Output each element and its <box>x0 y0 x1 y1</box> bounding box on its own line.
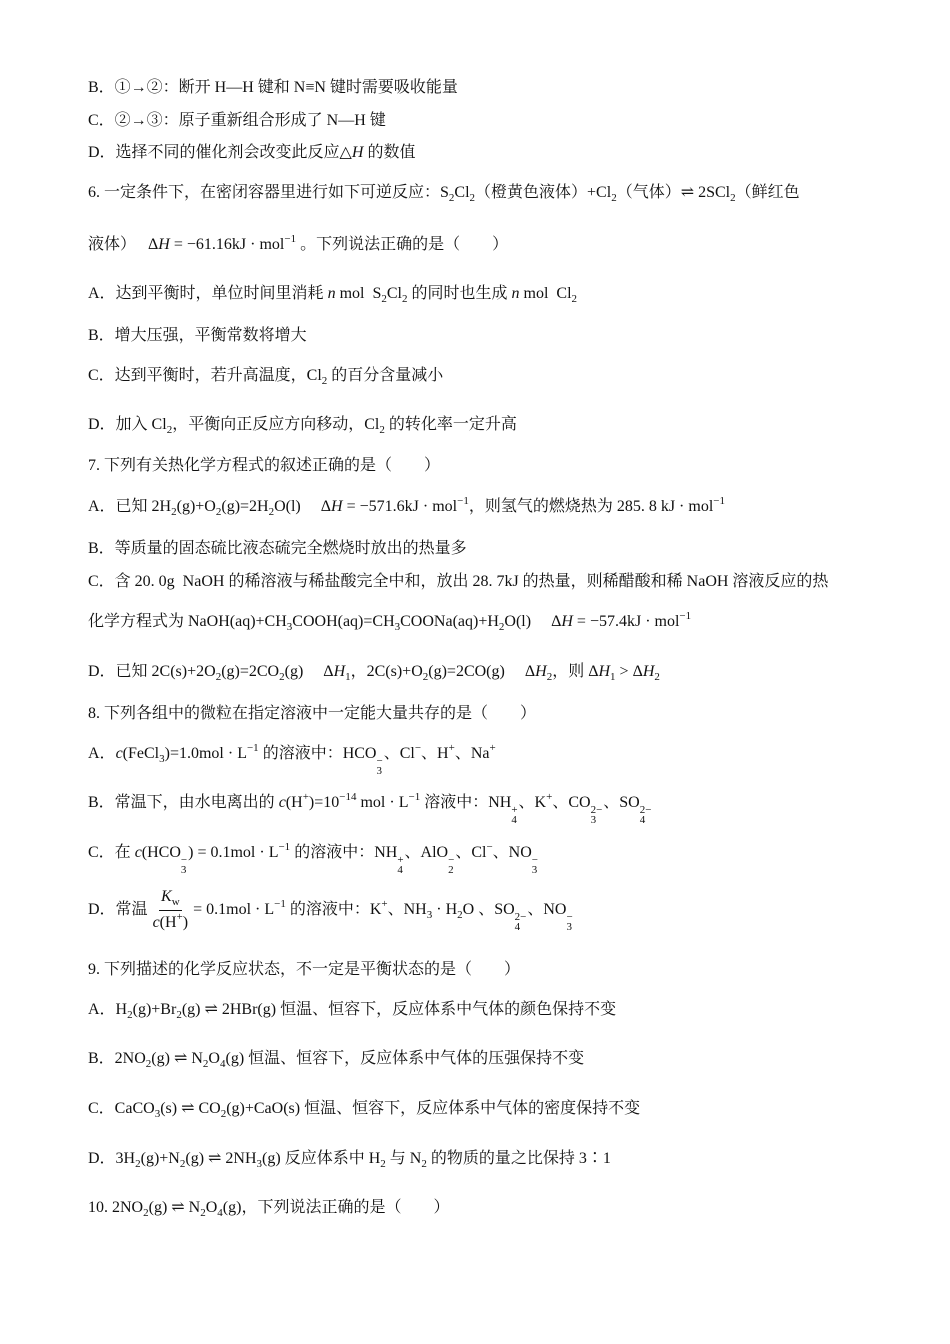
subscript: 3 <box>286 621 293 633</box>
superscript: − <box>531 854 538 866</box>
superscript: + <box>448 742 455 754</box>
q8-stem <box>88 703 928 725</box>
superscript: −1 <box>246 742 259 754</box>
superscript: −1 <box>679 610 692 622</box>
subscript: 3 <box>394 621 401 633</box>
text-run: = −571.6kJ · mol <box>342 498 458 515</box>
text-run: 、AlO <box>404 844 449 861</box>
subscript: 3 <box>256 1158 263 1170</box>
text-run: 与 N <box>385 1150 422 1167</box>
italic-symbol: K <box>161 888 172 905</box>
subscript: 2 <box>457 909 463 922</box>
q7-option-a <box>88 496 928 519</box>
subscript: 4 <box>217 1207 223 1219</box>
q8-option-c <box>88 842 928 875</box>
text-run: D．已知 2C(s)+2O <box>88 663 216 680</box>
text-run: O 、SO <box>462 901 515 919</box>
text-run: ，则 Δ <box>552 663 599 680</box>
superscript: − <box>180 854 188 866</box>
q6-option-b <box>88 325 928 347</box>
text-run: (H <box>285 794 303 811</box>
text-run: · H <box>432 901 458 919</box>
text-run: 。下列说法正确的是（ ） <box>296 236 509 253</box>
text-run: (g) ⇌ 2NH <box>185 1150 257 1167</box>
q9-option-d <box>88 1148 928 1171</box>
text-run: C．②→③：原子重新组合形成了 N—H 键 <box>88 112 386 129</box>
text-run: ) = 0.1mol · L <box>188 844 279 861</box>
subscript: 3 <box>426 909 433 922</box>
text-run: 的同时也生成 <box>407 285 512 302</box>
subscript: 2 <box>498 621 505 633</box>
text-run: (HCO <box>141 844 181 861</box>
text-run: ，平衡向正反应方向移动，Cl <box>172 416 380 433</box>
superscript: −1 <box>274 898 286 911</box>
subscript: 2 <box>268 506 275 518</box>
italic-symbol: H <box>535 663 547 680</box>
subscript: 2 <box>171 506 177 518</box>
subscript: 4 <box>639 814 646 826</box>
superscript: + <box>511 804 518 816</box>
subscript: 2 <box>448 192 455 204</box>
superscript: −1 <box>457 495 469 507</box>
text-run: 、NO <box>492 844 532 861</box>
italic-symbol: H <box>598 663 611 680</box>
q7-stem <box>88 455 928 477</box>
italic-symbol: c <box>152 914 160 931</box>
ion-charge-index <box>448 855 454 875</box>
italic-symbol: H <box>561 613 573 630</box>
text-run: 的数值 <box>363 144 416 161</box>
ion-charge-index <box>640 805 652 825</box>
q8-option-d <box>88 887 928 934</box>
text-run: B．常温下，由水电离出的 <box>88 794 279 811</box>
q8-option-a <box>88 743 928 776</box>
text-run: 9. 下列描述的化学反应状态，不一定是平衡状态的是（ ） <box>88 961 521 978</box>
subscript: 2 <box>546 671 553 683</box>
superscript: 2− <box>514 911 527 924</box>
text-run: (H <box>159 914 177 931</box>
fraction-denominator <box>151 911 191 934</box>
text-run: (g) ⇌ 2HBr(g) 恒温、恒容下，反应体系中气体的颜色保持不变 <box>181 1001 617 1018</box>
q5-option-c <box>88 110 928 132</box>
text-run: (g)=2H <box>221 498 269 515</box>
fraction <box>151 887 191 934</box>
text-run: (g)=2CO(g) Δ <box>428 663 536 680</box>
subscript: 2 <box>143 1207 149 1219</box>
text-run: (g) 恒温、恒容下，反应体系中气体的压强保持不变 <box>225 1050 585 1067</box>
text-run: 8. 下列各组中的微粒在指定溶液中一定能大量共存的是（ ） <box>88 705 537 722</box>
text-run: B．等质量的固态硫比液态硫完全燃烧时放出的热量多 <box>88 540 467 557</box>
q7-option-b <box>88 538 928 560</box>
subscript: 2 <box>200 1207 206 1219</box>
subscript: 1 <box>610 671 616 683</box>
subscript: 2 <box>469 192 476 204</box>
subscript: 3 <box>590 814 597 826</box>
italic-symbol: H <box>642 663 655 680</box>
subscript: 2 <box>135 1158 141 1170</box>
q6-option-d <box>88 414 928 437</box>
text-run: (g)+N <box>140 1150 180 1167</box>
q6-stem-continued <box>88 234 928 257</box>
superscript: 2− <box>639 804 652 816</box>
text-run: B．①→②：断开 H—H 键和 N≡N 键时需要吸收能量 <box>88 79 458 96</box>
text-run: O(l) Δ <box>504 613 562 630</box>
q5-option-b <box>88 77 928 99</box>
text-run: 的物质的量之比保持 3∶1 <box>426 1150 611 1167</box>
italic-symbol: H <box>351 144 364 161</box>
subscript: 3 <box>180 864 187 876</box>
subscript: 4 <box>219 1058 226 1070</box>
text-run: 、Cl <box>383 745 415 762</box>
text-run: ，2C(s)+O <box>350 663 423 680</box>
superscript: −1 <box>278 841 291 853</box>
superscript: − <box>448 854 455 866</box>
italic-symbol: n <box>511 285 520 302</box>
text-run: A．H <box>88 1001 128 1018</box>
text-run: 、H <box>421 745 449 762</box>
text-run: O <box>208 1050 220 1067</box>
q9-option-c <box>88 1098 928 1121</box>
subscript: 2 <box>202 1058 209 1070</box>
text-run: (g)+Br <box>132 1001 177 1018</box>
q9-option-a <box>88 999 928 1022</box>
ion-charge-index <box>532 855 538 875</box>
text-run: A．已知 2H <box>88 498 172 515</box>
text-run: C．CaCO <box>88 1100 155 1117</box>
text-run: 的溶液中：NH <box>290 844 398 861</box>
text-run: A． <box>88 745 116 762</box>
subscript: 2 <box>279 671 285 683</box>
text-run: (s) ⇌ CO <box>160 1100 221 1117</box>
ion-charge-index <box>591 805 603 825</box>
text-run: 、Na <box>454 745 490 762</box>
text-run: （气体）⇌ 2SCl <box>616 184 731 201</box>
superscript: + <box>381 898 388 911</box>
subscript: 2 <box>611 192 617 204</box>
subscript: 4 <box>511 814 517 826</box>
subscript: 2 <box>380 1158 386 1170</box>
text-run: 、NH <box>387 901 427 919</box>
text-run: D．常温 <box>88 901 148 919</box>
q9-option-b <box>88 1048 928 1071</box>
superscript: + <box>176 911 183 923</box>
text-run: 、CO <box>552 794 591 811</box>
text-run: (g) 反应体系中 H <box>262 1150 381 1167</box>
subscript: 2 <box>215 506 222 518</box>
text-run: C．在 <box>88 844 135 861</box>
subscript: 2 <box>448 864 454 876</box>
ion-charge-index <box>567 912 573 932</box>
subscript: 4 <box>397 864 403 876</box>
text-run: 化学方程式为 NaOH(aq)+CH <box>88 613 287 630</box>
text-run: mol Cl <box>519 285 572 302</box>
q10-stem <box>88 1197 928 1220</box>
subscript: 2 <box>166 424 173 436</box>
italic-symbol: H <box>333 663 346 680</box>
text-run: D．加入 Cl <box>88 416 167 433</box>
text-run: O <box>205 1199 218 1216</box>
subscript: 2 <box>654 671 660 683</box>
text-run: C．达到平衡时，若升高温度，Cl <box>88 367 322 384</box>
text-run: 的百分含量减小 <box>327 367 444 384</box>
superscript: − <box>376 755 383 767</box>
text-run: mol S <box>335 285 382 302</box>
ion-charge-index <box>397 855 403 875</box>
italic-symbol: n <box>327 285 336 302</box>
ion-charge-index <box>376 756 382 776</box>
text-run: (g)=2CO <box>221 663 280 680</box>
text-run: 的溶液中：K <box>285 901 382 919</box>
text-run: )=1.0mol · L <box>164 745 247 762</box>
superscript: − <box>566 911 573 924</box>
fraction-numerator <box>159 887 182 911</box>
subscript: 3 <box>531 864 538 876</box>
subscript: 2 <box>127 1009 133 1021</box>
subscript: 3 <box>154 1108 161 1120</box>
subscript: 2 <box>220 1108 227 1120</box>
superscript: − <box>486 841 493 853</box>
subscript: 3 <box>566 921 572 934</box>
text-run: = 0.1mol · L <box>193 901 275 919</box>
subscript: w <box>171 896 180 908</box>
text-run: Cl <box>454 184 470 201</box>
text-run: （鲜红色 <box>735 184 800 201</box>
ion-charge-index <box>511 805 517 825</box>
text-run: COOH(aq)=CH <box>292 613 395 630</box>
text-run: (g) ⇌ N <box>151 1050 203 1067</box>
text-run: 、SO <box>603 794 640 811</box>
q8-option-b <box>88 792 928 825</box>
text-run: 液体） Δ <box>88 236 159 253</box>
ion-charge-index <box>181 855 187 875</box>
text-run: = −57.4kJ · mol <box>572 613 680 630</box>
text-run: A．达到平衡时，单位时间里消耗 <box>88 285 328 302</box>
text-run: (g) ⇌ N <box>148 1199 201 1216</box>
text-run: (FeCl <box>122 745 160 762</box>
superscript: −1 <box>284 233 297 245</box>
q7-option-c-continued <box>88 611 928 634</box>
subscript: 2 <box>145 1058 152 1070</box>
text-run: > Δ <box>615 663 643 680</box>
superscript: + <box>302 791 309 803</box>
text-run: B．2NO <box>88 1050 146 1067</box>
italic-symbol: H <box>331 498 343 515</box>
subscript: 3 <box>159 753 165 765</box>
text-run: (g)+CaO(s) 恒温、恒容下，反应体系中气体的密度保持不变 <box>226 1100 641 1117</box>
subscript: 2 <box>215 671 222 683</box>
subscript: 1 <box>345 671 351 683</box>
text-run: C．含 20. 0g NaOH 的稀溶液与稀盐酸完全中和，放出 28. 7kJ 的热量，则稀醋酸和稀 NaOH 溶液反应的热 <box>88 573 829 590</box>
text-run: ，则氢气的燃烧热为 285. 8 kJ · mol <box>468 498 714 515</box>
text-run: 、NO <box>527 901 567 919</box>
text-run: (g)+O <box>176 498 216 515</box>
subscript: 2 <box>379 424 385 436</box>
italic-symbol: H <box>158 236 170 253</box>
italic-symbol: c <box>134 844 142 861</box>
superscript: 2− <box>590 804 603 816</box>
text-run: 的溶液中：HCO <box>258 745 377 762</box>
text-run: (g)，下列说法正确的是（ ） <box>222 1199 450 1216</box>
subscript: 2 <box>422 671 429 683</box>
subscript: 4 <box>514 921 521 934</box>
text-run: Cl <box>386 285 402 302</box>
superscript: −1 <box>408 791 421 803</box>
superscript: + <box>489 742 496 754</box>
text-run: D．3H <box>88 1150 136 1167</box>
text-run: mol · L <box>356 794 409 811</box>
text-run: D．选择不同的催化剂会改变此反应△ <box>88 144 352 161</box>
italic-symbol: c <box>115 745 123 762</box>
text-run: 溶液中：NH <box>420 794 512 811</box>
text-run: (g) Δ <box>284 663 334 680</box>
subscript: 2 <box>571 293 578 305</box>
q6-stem <box>88 182 928 205</box>
ion-charge-index <box>515 912 527 932</box>
subscript: 2 <box>321 375 328 387</box>
subscript: 3 <box>376 765 382 777</box>
q9-stem <box>88 959 928 981</box>
superscript: −14 <box>339 791 357 803</box>
text-run: 的转化率一定升高 <box>384 416 517 433</box>
text-run: O(l) Δ <box>274 498 332 515</box>
text-run: 10. 2NO <box>88 1199 144 1216</box>
text-run: ) <box>182 914 189 931</box>
superscript: − <box>414 742 422 754</box>
superscript: + <box>397 854 404 866</box>
q7-option-d <box>88 661 928 684</box>
superscript: −1 <box>713 495 725 507</box>
text-run: （橙黄色液体）+Cl <box>475 184 612 201</box>
text-run: )=10 <box>308 794 340 811</box>
text-run: 6. 一定条件下，在密闭容器里进行如下可逆反应：S <box>88 184 449 201</box>
subscript: 2 <box>401 293 408 305</box>
q5-option-d <box>88 142 928 164</box>
text-run: 、K <box>518 794 547 811</box>
text-run: = −61.16kJ · mol <box>169 236 285 253</box>
italic-symbol: c <box>278 794 286 811</box>
subscript: 2 <box>179 1158 186 1170</box>
q7-option-c <box>88 571 928 593</box>
q6-option-c <box>88 365 928 388</box>
text-run: 7. 下列有关热化学方程式的叙述正确的是（ ） <box>88 457 441 474</box>
subscript: 2 <box>421 1158 427 1170</box>
text-run: B．增大压强，平衡常数将增大 <box>88 327 307 344</box>
subscript: 2 <box>730 192 736 204</box>
q6-option-a <box>88 283 928 306</box>
text-run: 、Cl <box>455 844 487 861</box>
subscript: 2 <box>381 293 387 305</box>
superscript: + <box>546 791 553 803</box>
text-run: COONa(aq)+H <box>400 613 499 630</box>
subscript: 2 <box>176 1009 182 1021</box>
